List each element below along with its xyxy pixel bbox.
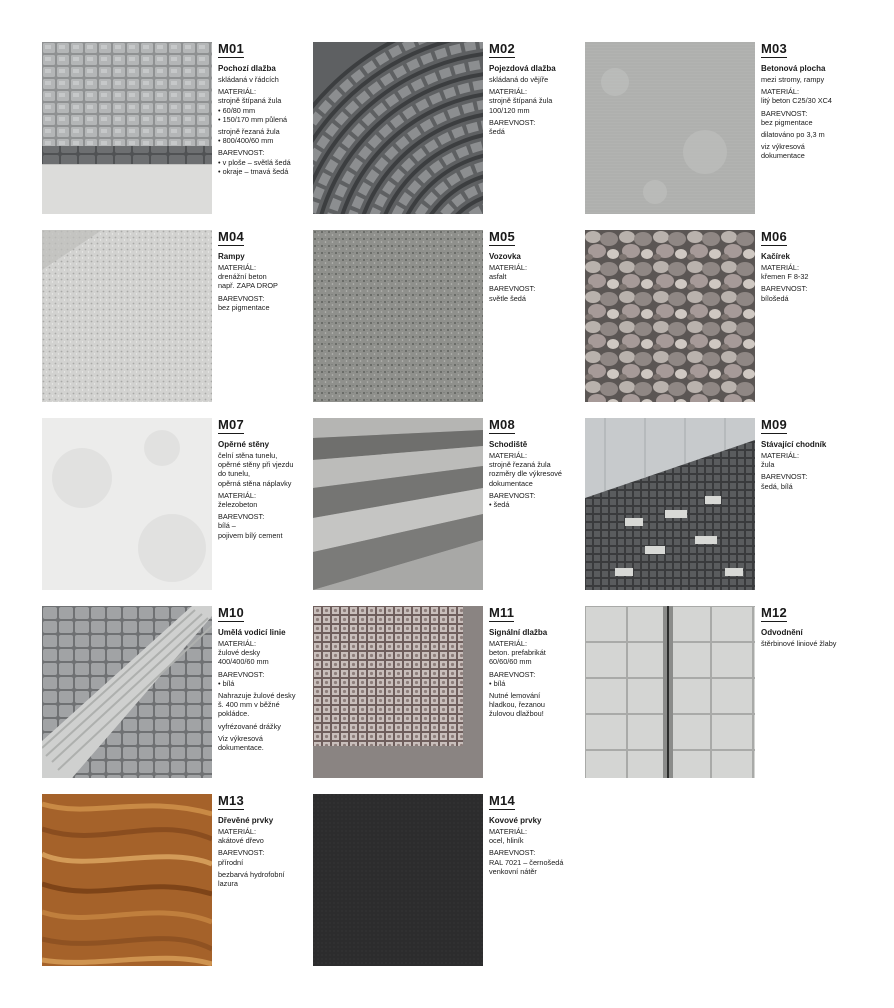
texture-swatch-slot-drain — [585, 606, 755, 778]
material-card-m04 — [42, 230, 312, 402]
material-description: čelní stěna tunelu, opěrné stěny při vjezdu do tunelu, opěrná stěna náplavky MATERIÁL: železobeton BAREVNOST: bílá – pojivem bílý cement — [218, 451, 294, 540]
material-card-m09 — [585, 418, 855, 590]
material-description: MATERIÁL: žulové desky 400/400/60 mm BAREVNOST: • bílá Nahrazuje žulové desky š. 400 mm v běžné pokládce. vyfrézované drážky Viz výkresová dokumentace. — [218, 639, 296, 753]
material-description: štěrbinové liniové žlaby — [761, 639, 837, 648]
material-name: Vozovka — [489, 252, 521, 261]
material-code: M02 — [489, 41, 515, 56]
material-description: MATERIÁL: drenážní beton např. ZAPA DROP BAREVNOST: bez pigmentace — [218, 263, 278, 312]
material-code: M12 — [761, 605, 787, 620]
texture-swatch-mosaic — [585, 418, 755, 590]
material-name: Kačírek — [761, 252, 790, 261]
material-name: Rampy — [218, 252, 245, 261]
material-name: Umělá vodicí linie — [218, 628, 286, 637]
material-code: M01 — [218, 41, 244, 56]
material-name: Pochozí dlažba — [218, 64, 276, 73]
texture-swatch-cobble-fan — [313, 42, 483, 214]
material-description: mezi stromy, rampy MATERIÁL: litý beton C25/30 XC4 BAREVNOST: bez pigmentace dilatováno po 3,3 m viz výkresová dokumentace — [761, 75, 832, 161]
material-code: M13 — [218, 793, 244, 808]
material-description: MATERIÁL: žula BAREVNOST: šedá, bílá — [761, 451, 808, 491]
material-name: Stávající chodník — [761, 440, 827, 449]
material-code: M07 — [218, 417, 244, 432]
material-description: MATERIÁL: ocel, hliník BAREVNOST: RAL 7021 – černošedá venkovní nátěr — [489, 827, 564, 876]
material-code: M04 — [218, 229, 244, 244]
texture-swatch-pebbles — [585, 230, 755, 402]
material-description: skládaná v řádcích MATERIÁL: strojně štípaná žula • 60/80 mm • 150/170 mm půlená strojně řezaná žula • 800/400/60 mm BAREVNOST: • v ploše – světlá šedá • okraje – tmavá šedá — [218, 75, 291, 176]
material-name: Signální dlažba — [489, 628, 548, 637]
material-name: Dřevěné prvky — [218, 816, 274, 825]
material-code: M03 — [761, 41, 787, 56]
material-card-m14 — [313, 794, 583, 966]
texture-swatch-white-concrete — [42, 418, 212, 590]
texture-swatch-drain-concrete — [42, 230, 212, 402]
material-card-m10 — [42, 606, 312, 778]
material-code: M05 — [489, 229, 515, 244]
material-card-m05 — [313, 230, 583, 402]
material-name: Odvodnění — [761, 628, 803, 637]
texture-swatch-asphalt — [313, 230, 483, 402]
material-code: M06 — [761, 229, 787, 244]
material-card-m01 — [42, 42, 312, 214]
material-card-m08 — [313, 418, 583, 590]
texture-swatch-tactile — [313, 606, 483, 778]
texture-swatch-concrete — [585, 42, 755, 214]
material-name: Pojezdová dlažba — [489, 64, 556, 73]
texture-swatch-cobble-rows — [42, 42, 212, 214]
material-code: M08 — [489, 417, 515, 432]
material-card-m13 — [42, 794, 312, 966]
material-description: MATERIÁL: křemen F 8-32 BAREVNOST: bílošedá — [761, 263, 809, 303]
material-card-m06 — [585, 230, 855, 402]
material-name: Schodiště — [489, 440, 528, 449]
material-code: M09 — [761, 417, 787, 432]
material-card-m03 — [585, 42, 855, 214]
texture-swatch-guide-line — [42, 606, 212, 778]
material-card-m12 — [585, 606, 855, 778]
material-code: M10 — [218, 605, 244, 620]
texture-swatch-stairs — [313, 418, 483, 590]
material-description: MATERIÁL: asfalt BAREVNOST: světle šedá — [489, 263, 536, 303]
material-card-m07 — [42, 418, 312, 590]
material-description: MATERIÁL: strojně řezaná žula rozměry dle výkresové dokumentace BAREVNOST: • šedá — [489, 451, 562, 510]
material-code: M11 — [489, 605, 515, 620]
material-description: skládaná do vějíře MATERIÁL: strojně štípaná žula 100/120 mm BAREVNOST: šedá — [489, 75, 553, 137]
material-card-m02 — [313, 42, 583, 214]
material-name: Betonová plocha — [761, 64, 826, 73]
material-card-m11 — [313, 606, 583, 778]
texture-swatch-wood — [42, 794, 212, 966]
material-name: Kovové prvky — [489, 816, 542, 825]
texture-swatch-metal — [313, 794, 483, 966]
material-description: MATERIÁL: akátové dřevo BAREVNOST: přírodní bezbarvá hydrofobní lazura — [218, 827, 285, 889]
material-description: MATERIÁL: beton. prefabrikát 60/60/60 mm BAREVNOST: • bílá Nutné lemování hladkou, řezanou žulovou dlažbou! — [489, 639, 546, 719]
material-name: Opěrné stěny — [218, 440, 270, 449]
material-code: M14 — [489, 793, 515, 808]
